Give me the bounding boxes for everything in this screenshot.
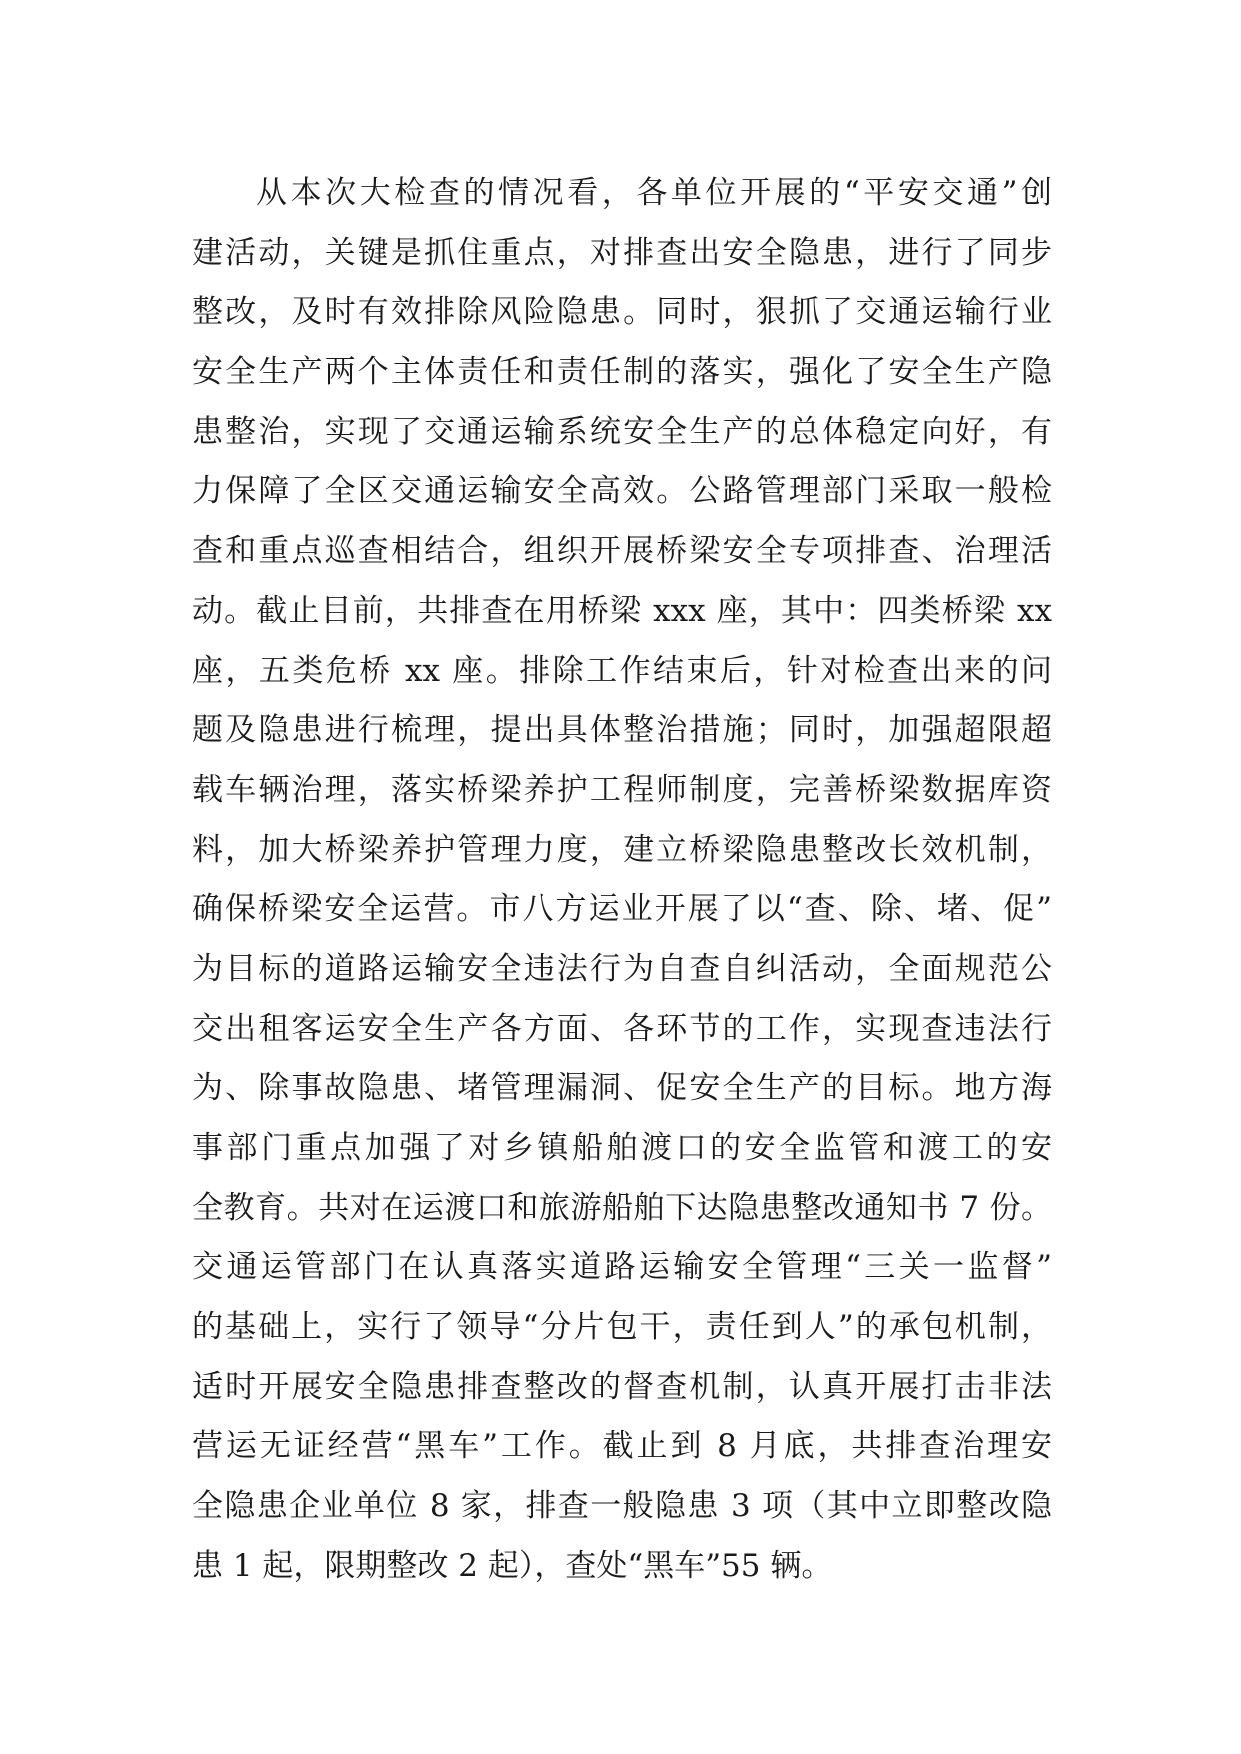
paragraph-line: 力保障了全区交通运输安全高效。公路管理部门采取一般检 xyxy=(192,473,1052,510)
paragraph-line: 全教育。共对在运渡口和旅游船舶下达隐患整改通知书 7 份。 xyxy=(192,1189,1052,1226)
paragraph-line: 事部门重点加强了对乡镇船舶渡口的安全监管和渡工的安 xyxy=(192,1130,1052,1166)
paragraph-line: 料，加大桥梁养护管理力度，建立桥梁隐患整改长效机制， xyxy=(192,831,1052,868)
paragraph-line: 整改，及时有效排除风险隐患。同时，狠抓了交通运输行业 xyxy=(192,294,1052,331)
paragraph-line: 查和重点巡查相结合，组织开展桥梁安全专项排查、治理活 xyxy=(192,533,1052,570)
paragraph-line: 营运无证经营“黑车”工作。截止到 8 月底，共排查治理安 xyxy=(192,1428,1053,1465)
paragraph-line: 建活动，关键是抓住重点，对排查出安全隐患，进行了同步 xyxy=(192,234,1052,271)
paragraph-line: 为目标的道路运输安全违法行为自查自纠活动，全面规范公 xyxy=(192,950,1052,987)
body-paragraph xyxy=(192,164,1052,1597)
paragraph-line: 从本次大检查的情况看，各单位开展的“平安交通”创 xyxy=(256,175,1052,211)
paragraph-line: 确保桥梁安全运营。市八方运业开展了以“查、除、堵、促” xyxy=(192,891,1052,928)
paragraph-line: 安全生产两个主体责任和责任制的落实，强化了安全生产隐 xyxy=(192,354,1052,391)
paragraph-line: 座，五类危桥 xx 座。排除工作结束后，针对检查出来的问 xyxy=(192,652,1052,689)
paragraph-line: 载车辆治理，落实桥梁养护工程师制度，完善桥梁数据库资 xyxy=(192,771,1052,808)
paragraph-line: 适时开展安全隐患排查整改的督查机制，认真开展打击非法 xyxy=(192,1368,1052,1405)
paragraph-line: 交出租客运安全生产各方面、各环节的工作，实现查违法行 xyxy=(192,1010,1052,1047)
paragraph-line: 动。截止目前，共排查在用桥梁 xxx 座，其中：四类桥梁 xx xyxy=(192,592,1052,629)
paragraph-line: 的基础上，实行了领导“分片包干，责任到人”的承包机制， xyxy=(192,1309,1052,1346)
paragraph-line: 患整治，实现了交通运输系统安全生产的总体稳定向好，有 xyxy=(192,413,1052,450)
paragraph-line: 题及隐患进行梳理，提出具体整治措施；同时，加强超限超 xyxy=(192,712,1052,749)
paragraph-line: 交通运管部门在认真落实道路运输安全管理“三关一监督” xyxy=(192,1249,1052,1286)
paragraph-line: 为、除事故隐患、堵管理漏洞、促安全生产的目标。地方海 xyxy=(192,1070,1052,1107)
paragraph-line: 全隐患企业单位 8 家，排查一般隐患 3 项（其中立即整改隐 xyxy=(192,1488,1052,1525)
paragraph-line: 患 1 起，限期整改 2 起），查处“黑车”55 辆。 xyxy=(192,1547,833,1584)
